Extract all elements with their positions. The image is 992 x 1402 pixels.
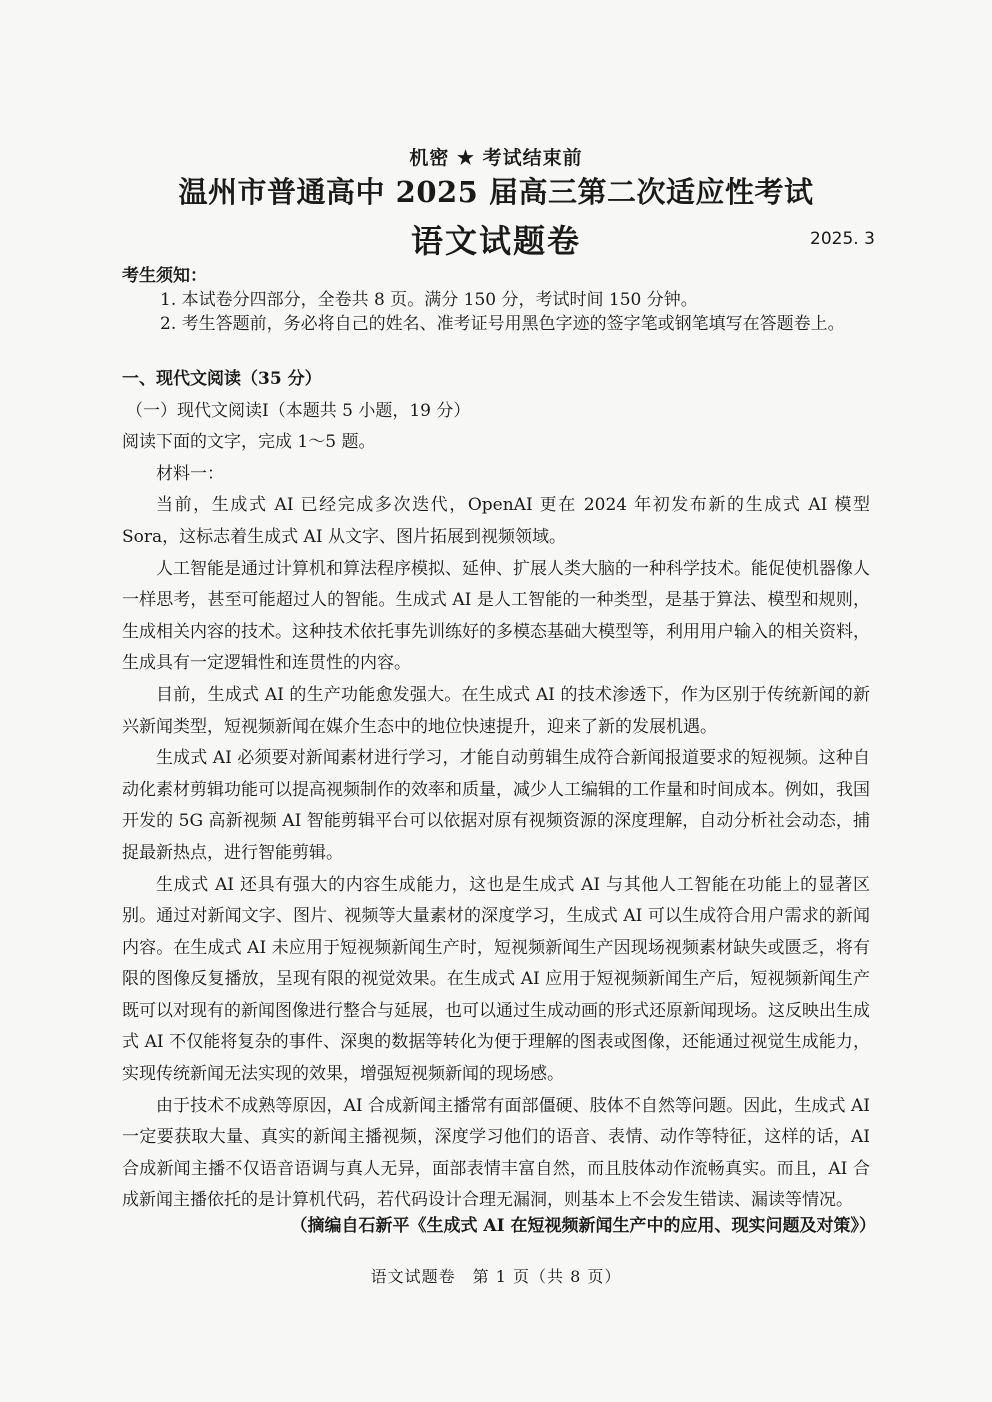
page-footer: 语文试题卷 第 1 页（共 8 页）: [370, 1267, 622, 1286]
passage-paragraph: 人工智能是通过计算机和算法程序模拟、延伸、扩展人类大脑的一种科学技术。能促使机器像人一样思考，甚至可能超过人的智能。生成式 AI 是人工智能的一种类型，是基于算法、模型和规则，生成相关内容的技术。这种技术依托事先训练好的多模态基础大模型等，利用用户输入的相关资料，生成具有一定逻辑性和连贯性的内容。: [122, 558, 870, 674]
passage-paragraph: 目前，生成式 AI 的生产功能愈发强大。在生成式 AI 的技术渗透下，作为区别于传统新闻的新兴新闻类型，短视频新闻在媒介生态中的地位快速提升，迎来了新的发展机遇。: [122, 684, 870, 737]
exam-title: 温州市普通高中 2025 届高三第二次适应性考试: [178, 175, 814, 209]
subject-title: 语文试题卷: [410, 222, 581, 260]
passage-paragraph: 生成式 AI 必须要对新闻素材进行学习，才能自动剪辑生成符合新闻报道要求的短视频。这种自动化素材剪辑功能可以提高视频制作的效率和质量，减少人工编辑的工作量和时间成本。例如，我国开发的 5G 高新视频 AI 智能剪辑平台可以依据对原有视频资源的深度理解，自动分析社会动态，捕捉最新热点，进行智能剪辑。: [122, 748, 870, 863]
before-exam-end-text: 考试结束前: [482, 147, 583, 169]
confidential-text: 机密: [409, 147, 450, 169]
candidate-notice: [122, 264, 892, 336]
passage-paragraph: 当前，生成式 AI 已经完成多次迭代，OpenAI 更在 2024 年初发布新的生成式 AI 模型 Sora，这标志着生成式 AI 从文字、图片拓展到视频领域。: [122, 495, 870, 547]
exam-date: 2025. 3: [810, 229, 875, 249]
material-label: 材料一：: [156, 463, 224, 484]
passage-paragraph: 生成式 AI 还具有强大的内容生成能力，这也是生成式 AI 与其他人工智能在功能上的显著区别。通过对新闻文字、图片、视频等大量素材的深度学习，生成式 AI 可以生成符合用户需求的新闻内容。在生成式 AI 未应用于短视频新闻生产时，短视频新闻生产因现场视频素材缺失或匮乏，将有限的图像反复播放，呈现有限的视觉效果。在生成式 AI 应用于短视频新闻生产后，短视频新闻生产既可以对现有的新闻图像进行整合与延展，也可以通过生成动画的形式还原新闻现场。这反映出生成式 AI 不仅能将复杂的事件、深奥的数据等转化为便于理解的图表或图像，还能通过视觉生成能力，实现传统新闻无法实现的效果，增强短视频新闻的现场感。: [122, 874, 870, 1085]
reading-instruction: 阅读下面的文字，完成 1～5 题。: [122, 432, 376, 453]
subsection-heading: （一）现代文阅读Ⅰ（本题共 5 小题，19 分）: [126, 400, 471, 421]
reading-section: [122, 364, 870, 1217]
notice-item: 1. 本试卷分四部分，全卷共 8 页。满分 150 分，考试时间 150 分钟。: [160, 290, 698, 310]
section-heading: 一、现代文阅读（35 分）: [122, 369, 322, 389]
notice-item: 2. 考生答题前，务必将自己的姓名、准考证号用黑色字迹的签字笔或钢笔填写在答题卷上。: [160, 314, 845, 334]
notice-title: 考生须知：: [122, 266, 207, 286]
confidential-label: [0, 143, 992, 170]
source-citation: （摘编自石新平《生成式 AI 在短视频新闻生产中的应用、现实问题及对策》）: [290, 1216, 876, 1236]
passage-paragraph: 由于技术不成熟等原因，AI 合成新闻主播常有面部僵硬、肢体不自然等问题。因此，生成式 AI 一定要获取大量、真实的新闻主播视频，深度学习他们的语音、表情、动作等特征，这样的话，AI 合成新闻主播不仅语音语调与真人无异，面部表情丰富自然，而且肢体动作流畅真实。而且，AI 合成新闻主播依托的是计算机代码，若代码设计合理无漏洞，则基本上不会发生错读、漏读等情况。: [122, 1095, 870, 1211]
star-icon: ★: [456, 147, 476, 169]
